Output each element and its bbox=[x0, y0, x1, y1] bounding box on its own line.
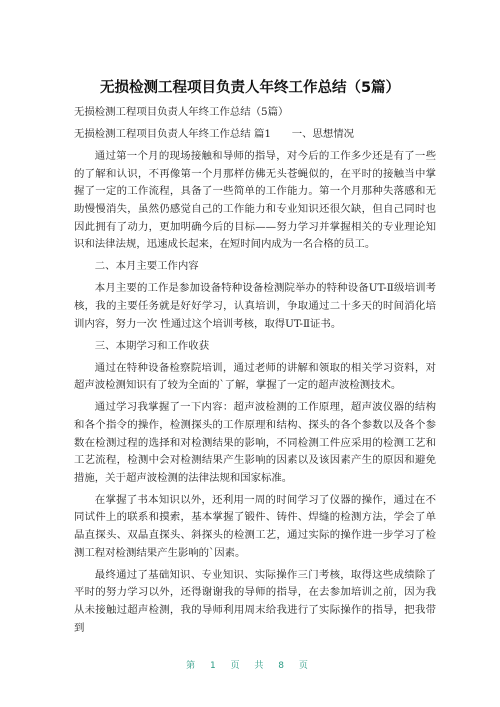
page-number-footer: 第 1 页 共 8 页 bbox=[186, 661, 314, 671]
paragraph: 本月主要的工作是参加设备特种设备检测院举办的特种设备UT-Ⅱ级培训考核，我的主要任务就是好好学习，认真培训，争取通过二十多天的时间消化培训内容，努力一次 性通过这个培训考核，取得UT-Ⅱ证书。 bbox=[74, 282, 436, 330]
document-body bbox=[74, 104, 436, 642]
document-title: 无损检测工程项目负责人年终工作总结（5篇） bbox=[99, 80, 401, 96]
article-heading: 无损检测工程项目负责人年终工作总结 篇1 一、思想情况 bbox=[74, 128, 355, 141]
section-heading: 二、本月主要工作内容 bbox=[94, 260, 199, 273]
paragraph: 最终通过了基础知识、专业知识、实际操作三门考核，取得这些成绩除了平时的努力学习以外，还得谢谢我的导师的指导，在去参加培训之前，因为我从未接触过超声检测，我的导师利用周末给我进行了实际操作的指导，把我带到 bbox=[74, 568, 436, 634]
paragraph: 通过学习我掌握了一下内容：超声波检测的工作原理，超声波仪器的结构和各个指令的操作，检测探头的工作原理和结构、探头的各个参数以及各个参数在检测过程的选择和对检测结果的影响，不同检测工件应采用的检测工艺和工艺流程，检测中会对检测结果产生影响的因素以及该因素产生的原因和避免措施，关于超声波检测的法律法规和国家标准。 bbox=[74, 401, 436, 484]
paragraph: 在掌握了书本知识以外，还利用一周的时间学习了仪器的操作，通过在不同试件上的联系和摸索，基本掌握了锻件、铸件、焊缝的检测方法，学会了单晶直探头、双晶直探头、斜探头的检测工艺，通过实际的操作进一步学习了检测工程对检测结果产生影响的`因素。 bbox=[74, 493, 436, 559]
paragraph: 通过在特种设备检察院培训，通过老师的讲解和领取的相关学习资料，对超声波检测知识有了较为全面的`了解，掌握了一定的超声波检测技术。 bbox=[74, 361, 436, 392]
document-subtitle: 无损检测工程项目负责人年终工作总结（5篇） bbox=[74, 106, 289, 118]
section-heading: 三、本期学习和工作收获 bbox=[94, 339, 210, 352]
paragraph: 通过第一个月的现场接触和导师的指导，对今后的工作多少还是有了一些的了解和认识，不再像第一个月那样仿佛无头苍蝇似的，在平时的接触当中掌握了一定的工作流程，具备了一些简单的工作能力。第一个月那种失落感和无助慢慢消失，虽然仍感觉自己的工作能力和专业知识还很欠缺，但自己同时也因此拥有了动力，更加明确今后的目标——努力学习并掌握相关的专业理论知识和法律法规，迅速成长起来，在短时间内成为一名合格的员工。 bbox=[74, 150, 436, 251]
